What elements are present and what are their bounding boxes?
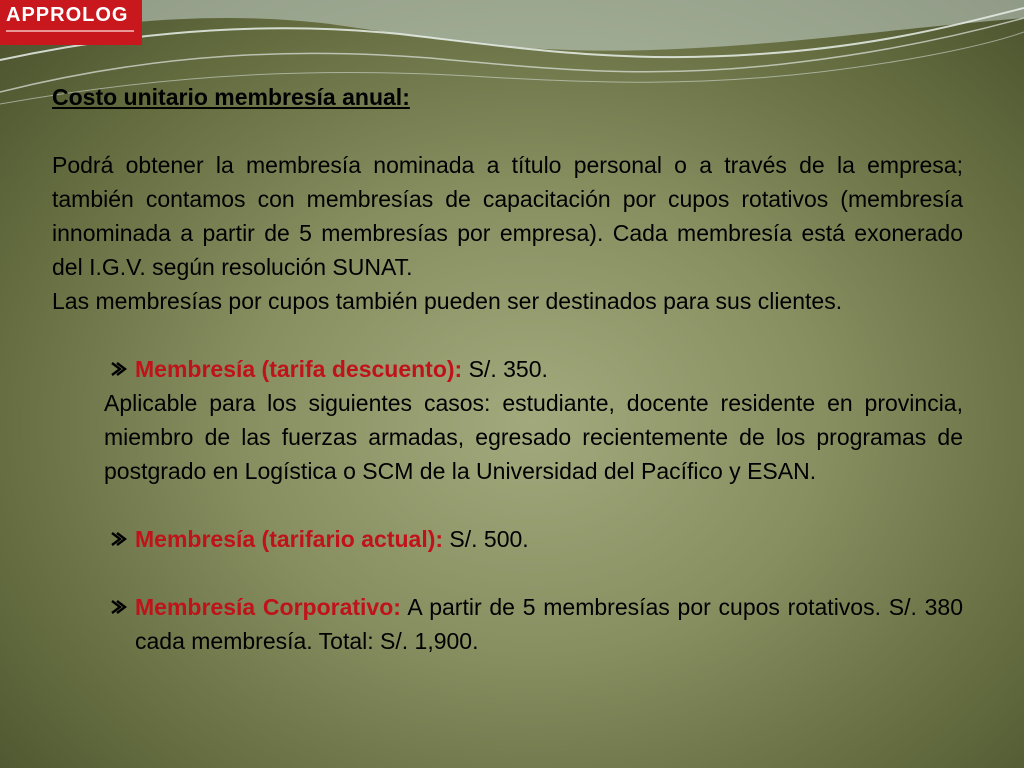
arrow-bullet-icon — [108, 590, 132, 624]
approlog-logo — [0, 0, 142, 45]
list-item — [52, 590, 963, 658]
membership-corporate-description: A partir de 5 membresías por cupos rotativos. S/. 380 cada membresía. Total: S/. 1,900. — [135, 594, 963, 654]
logo-underline — [6, 30, 134, 32]
arrow-bullet-icon — [108, 352, 132, 386]
membership-discount-price: S/. 350. — [462, 356, 548, 382]
intro-paragraph: Podrá obtener la membresía nominada a título personal o a través de la empresa; también contamos con membresías de capacitación por cupos rotativos (membresía innominada a partir de 5 membresías por empresa). Cada membresía está exonerado del I.G.V. según resolución SUNAT. — [52, 152, 963, 280]
membership-current-price: S/. 500. — [443, 526, 529, 552]
arrow-bullet-icon — [108, 522, 132, 556]
clients-paragraph: Las membresías por cupos también pueden ser destinados para sus clientes. — [52, 288, 843, 314]
membership-discount-title: Membresía (tarifa descuento): — [135, 356, 463, 382]
list-item — [52, 522, 963, 556]
membership-corporate-title: Membresía Corporativo: — [135, 594, 401, 620]
slide-content — [52, 80, 963, 658]
logo-text: APPROLOG — [6, 4, 129, 26]
membership-current-title: Membresía (tarifario actual): — [135, 526, 444, 552]
membership-discount-note: Aplicable para los siguientes casos: estudiante, docente residente en provincia, miembro de las fuerzas armadas, egresado recientemente de los programas de postgrado en Logística o SCM de la Universidad del Pacífico y ESAN. — [104, 390, 963, 484]
section-heading: Costo unitario membresía anual: — [52, 84, 410, 110]
list-item — [52, 352, 963, 488]
